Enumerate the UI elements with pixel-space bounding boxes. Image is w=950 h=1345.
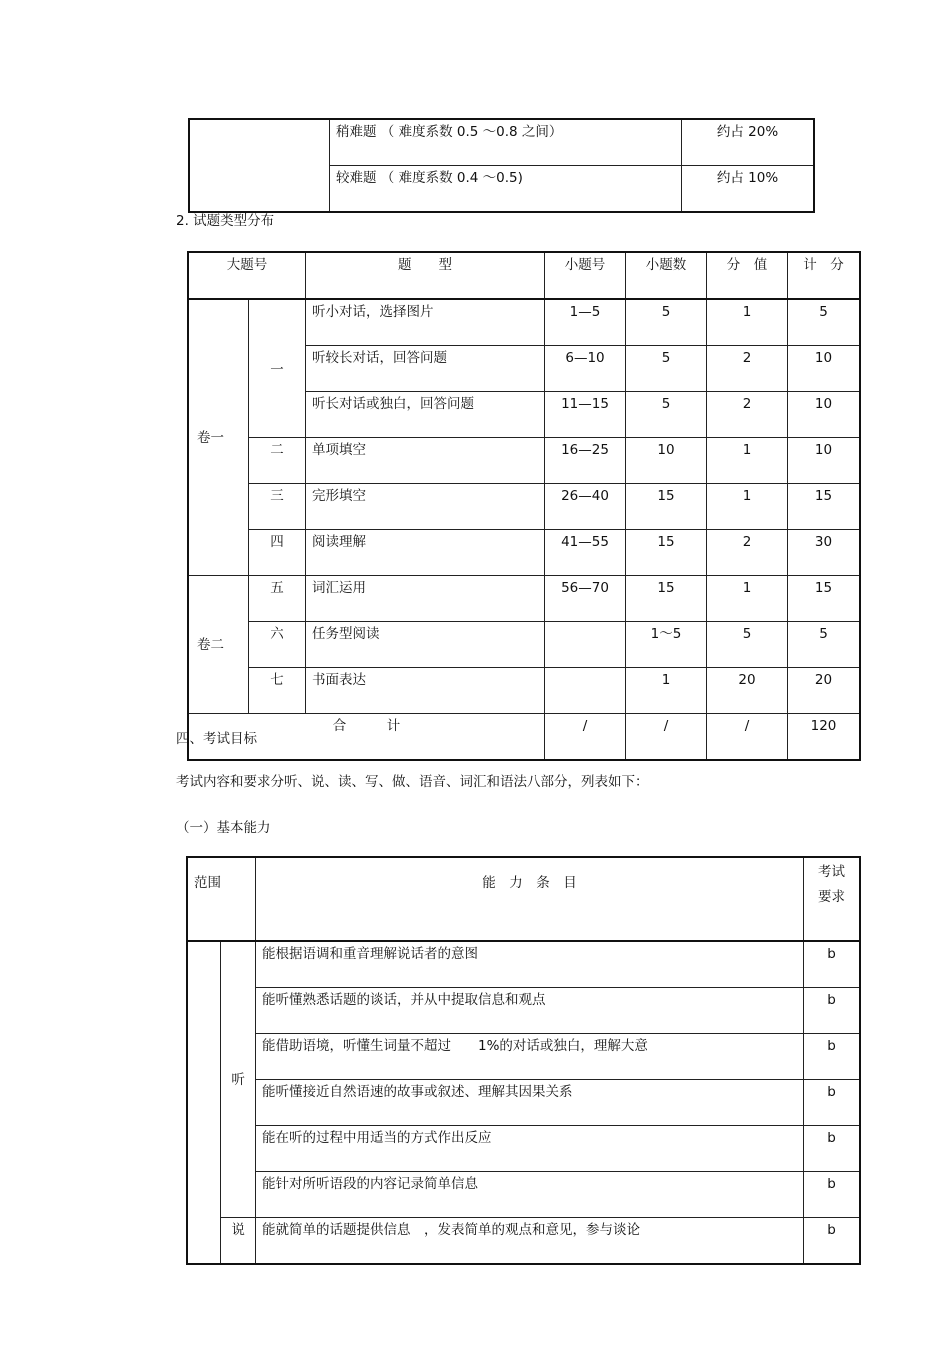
- ability-item: 能借助语境，听懂生词量不超过 1%的对话或独白，理解大意: [256, 1034, 804, 1080]
- question-range: 16—25: [545, 438, 626, 484]
- header-item: 能 力 条 目: [256, 857, 804, 941]
- ability-item: 能针对所听语段的内容记录简单信息: [256, 1172, 804, 1218]
- table-row: [188, 484, 860, 530]
- category-cell: [187, 941, 221, 1264]
- question-count: 15: [626, 576, 707, 622]
- question-range: 6—10: [545, 346, 626, 392]
- question-type: 完形填空: [306, 484, 545, 530]
- subsection-1-title: （一）基本能力: [176, 820, 271, 836]
- ability-item: 能听懂熟悉话题的谈话，并从中提取信息和观点: [256, 988, 804, 1034]
- part-number: 四: [249, 530, 306, 576]
- question-total: 30: [788, 530, 861, 576]
- question-range: [545, 622, 626, 668]
- listen-label: 听: [221, 941, 256, 1218]
- question-score: 20: [707, 668, 788, 714]
- table-row: [187, 1034, 860, 1080]
- question-count: 10: [626, 438, 707, 484]
- ability-item: 能听懂接近自然语速的故事或叙述、理解其因果关系: [256, 1080, 804, 1126]
- table-row: [187, 941, 860, 988]
- question-score: 1: [707, 299, 788, 346]
- question-count: 5: [626, 299, 707, 346]
- sum-row: [188, 714, 860, 761]
- table-row: [188, 530, 860, 576]
- question-total: 10: [788, 346, 861, 392]
- ability-table: [186, 856, 861, 1265]
- ability-item: 能根据语调和重音理解说话者的意图: [256, 941, 804, 988]
- difficulty-label: 较难题 （ 难度系数 0.4 ～0.5): [330, 166, 682, 213]
- question-range: [545, 668, 626, 714]
- sum-score: /: [707, 714, 788, 761]
- question-count: 1～5: [626, 622, 707, 668]
- ability-requirement: b: [804, 1034, 861, 1080]
- part-number: 一: [249, 299, 306, 438]
- sum-count: /: [626, 714, 707, 761]
- table-row: [188, 622, 860, 668]
- table-row: [189, 119, 814, 166]
- table-row: [187, 1218, 860, 1265]
- question-count: 15: [626, 530, 707, 576]
- question-type: 听小对话，选择图片: [306, 299, 545, 346]
- sum-range: /: [545, 714, 626, 761]
- paper-1-label: 卷一: [188, 299, 249, 576]
- ability-item: 能就简单的话题提供信息 ，发表简单的观点和意见，参与谈论: [256, 1218, 804, 1265]
- part-number: 二: [249, 438, 306, 484]
- ability-item: 能在听的过程中用适当的方式作出反应: [256, 1126, 804, 1172]
- table-row: [188, 299, 860, 346]
- part-number: 六: [249, 622, 306, 668]
- speak-label: 说: [221, 1218, 256, 1265]
- section-4-title: 四、考试目标: [176, 731, 257, 747]
- question-score: 2: [707, 346, 788, 392]
- question-total: 20: [788, 668, 861, 714]
- question-total: 5: [788, 299, 861, 346]
- header-total: 计 分: [788, 252, 861, 299]
- part-number: 五: [249, 576, 306, 622]
- question-type-table: [187, 251, 861, 761]
- question-total: 5: [788, 622, 861, 668]
- header-part: 大题号: [188, 252, 306, 299]
- header-count: 小题数: [626, 252, 707, 299]
- difficulty-share: 约占 10%: [682, 166, 815, 213]
- header-score: 分 值: [707, 252, 788, 299]
- question-score: 1: [707, 576, 788, 622]
- question-type: 阅读理解: [306, 530, 545, 576]
- part-number: 三: [249, 484, 306, 530]
- question-count: 1: [626, 668, 707, 714]
- sum-total: 120: [788, 714, 861, 761]
- question-type: 词汇运用: [306, 576, 545, 622]
- table-row: [188, 668, 860, 714]
- table-header-row: [188, 252, 860, 299]
- question-count: 5: [626, 346, 707, 392]
- question-count: 15: [626, 484, 707, 530]
- part-number: 七: [249, 668, 306, 714]
- ability-requirement: b: [804, 1080, 861, 1126]
- question-range: 11—15: [545, 392, 626, 438]
- table-header-row: [187, 857, 860, 941]
- ability-requirement: b: [804, 1172, 861, 1218]
- header-requirement: [804, 857, 861, 941]
- question-score: 5: [707, 622, 788, 668]
- question-score: 1: [707, 484, 788, 530]
- section-2-title: 2. 试题类型分布: [176, 213, 275, 229]
- header-scope: 范围: [187, 857, 256, 941]
- question-score: 1: [707, 438, 788, 484]
- question-type: 听长对话或独白，回答问题: [306, 392, 545, 438]
- question-type: 单项填空: [306, 438, 545, 484]
- question-range: 1—5: [545, 299, 626, 346]
- table-row: [188, 576, 860, 622]
- sum-label: 合 计: [188, 714, 545, 761]
- difficulty-share: 约占 20%: [682, 119, 815, 166]
- empty-cell: [189, 119, 330, 212]
- header-type: 题 型: [306, 252, 545, 299]
- question-range: 41—55: [545, 530, 626, 576]
- table-row: [187, 1126, 860, 1172]
- ability-requirement: b: [804, 1218, 861, 1265]
- table-row: [188, 438, 860, 484]
- question-total: 15: [788, 484, 861, 530]
- intro-paragraph: 考试内容和要求分听、说、读、写、做、语音、词汇和语法八部分，列表如下：: [176, 774, 649, 790]
- question-score: 2: [707, 392, 788, 438]
- question-type: 听较长对话，回答问题: [306, 346, 545, 392]
- question-total: 15: [788, 576, 861, 622]
- table-row: [187, 1080, 860, 1126]
- table-row: [187, 988, 860, 1034]
- question-range: 56—70: [545, 576, 626, 622]
- difficulty-table: [188, 118, 815, 213]
- question-score: 2: [707, 530, 788, 576]
- question-count: 5: [626, 392, 707, 438]
- question-total: 10: [788, 392, 861, 438]
- ability-requirement: b: [804, 988, 861, 1034]
- header-requirement-line-2: 要求: [818, 889, 845, 905]
- header-requirement-line-1: 考试: [818, 864, 845, 880]
- table-row: [187, 1172, 860, 1218]
- question-total: 10: [788, 438, 861, 484]
- difficulty-label: 稍难题 （ 难度系数 0.5 ～0.8 之间）: [330, 119, 682, 166]
- question-type: 任务型阅读: [306, 622, 545, 668]
- paper-2-label: 卷二: [188, 576, 249, 714]
- question-type: 书面表达: [306, 668, 545, 714]
- header-range: 小题号: [545, 252, 626, 299]
- question-range: 26—40: [545, 484, 626, 530]
- ability-requirement: b: [804, 1126, 861, 1172]
- ability-requirement: b: [804, 941, 861, 988]
